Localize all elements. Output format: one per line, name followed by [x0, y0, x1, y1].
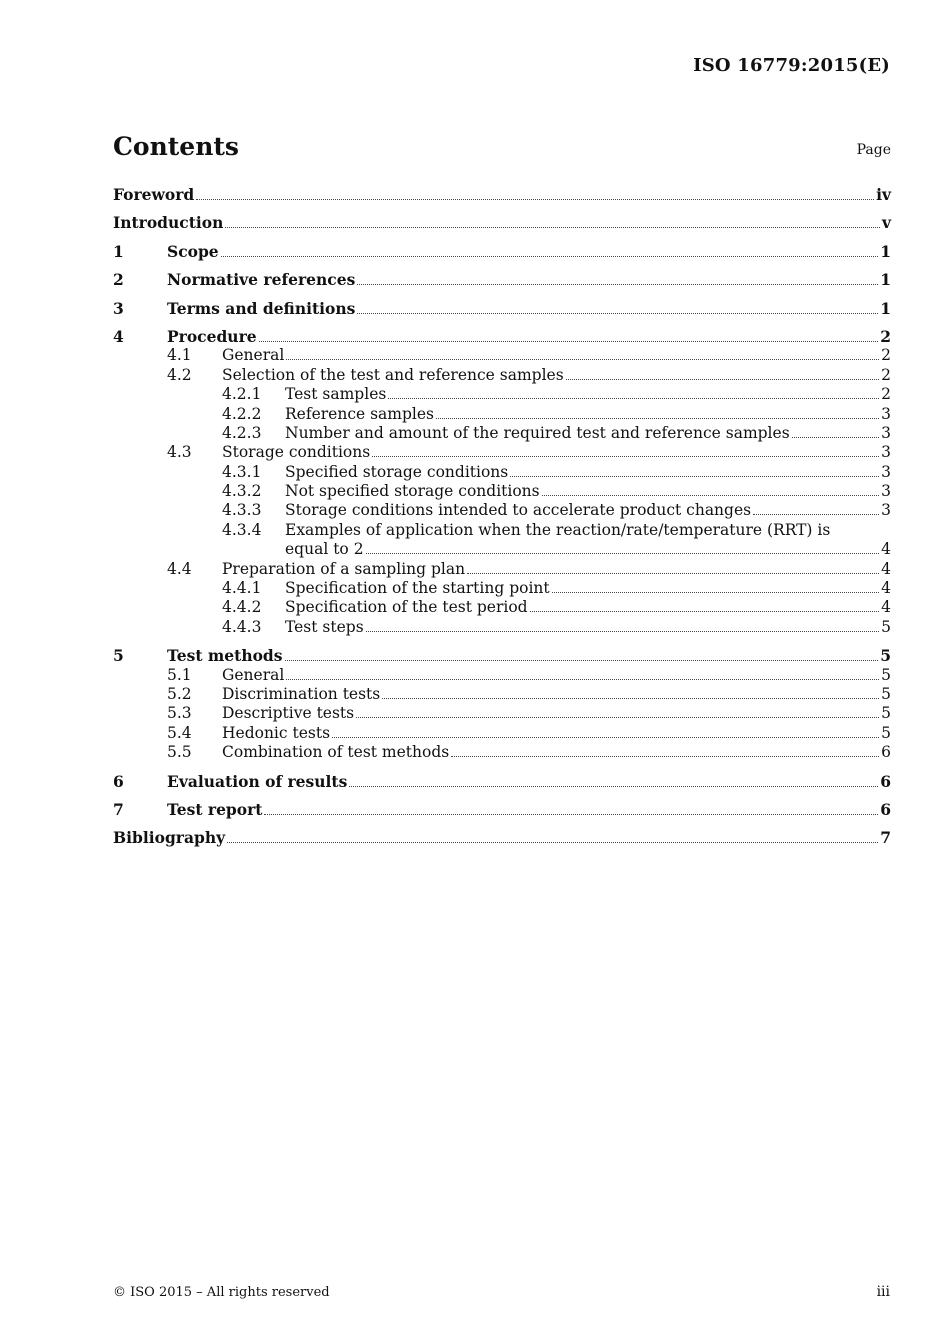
toc-entry-leader — [222, 724, 891, 743]
toc-entry-title: Storage conditions — [222, 443, 371, 462]
toc-entry[interactable] — [113, 405, 891, 424]
toc-entry-leader — [167, 299, 891, 318]
page-column-label: Page — [856, 142, 891, 158]
toc-entry-leader — [222, 704, 891, 723]
toc-entry[interactable] — [113, 521, 891, 540]
toc-entry-number: 5.3 — [167, 704, 192, 723]
toc-entry-page: 4 — [881, 598, 891, 617]
toc-entry[interactable] — [113, 270, 891, 289]
toc-entry-number: 4.3 — [167, 443, 192, 462]
toc-entry-title: Test steps — [285, 617, 364, 636]
dot-leader — [382, 685, 879, 699]
toc-entry-number: 4.4.2 — [222, 598, 262, 617]
dot-leader — [542, 482, 880, 496]
toc-entry-number: 4.4.3 — [222, 617, 262, 636]
toc-entry[interactable] — [113, 463, 891, 482]
toc-entry[interactable] — [113, 646, 891, 665]
toc-entry-number: 4.2 — [167, 365, 192, 384]
dot-leader — [357, 271, 878, 285]
toc-entry-page: 6 — [880, 771, 891, 791]
toc-entry-leader — [285, 521, 891, 540]
dot-leader — [510, 463, 879, 477]
dot-leader — [436, 405, 879, 419]
toc-entry[interactable] — [113, 618, 891, 637]
toc-entry-page: 3 — [881, 462, 891, 481]
toc-entry-title: Bibliography — [113, 828, 226, 848]
page-title: Contents — [113, 132, 240, 161]
toc-entry-leader — [285, 405, 891, 424]
toc-entry-page: v — [881, 213, 891, 233]
toc-entry-leader — [285, 482, 891, 501]
toc-entry-leader — [222, 685, 891, 704]
toc-entry-page: 2 — [881, 365, 891, 384]
toc-entry[interactable] — [113, 482, 891, 501]
table-of-contents — [113, 185, 891, 848]
dot-leader — [286, 666, 879, 680]
toc-entry-number: 4.3.4 — [222, 520, 262, 539]
toc-entry-title: Normative references — [167, 270, 356, 290]
toc-entry-page: 6 — [881, 743, 891, 762]
toc-entry[interactable] — [113, 724, 891, 743]
dot-leader — [356, 704, 879, 718]
toc-entry-leader — [285, 424, 891, 443]
toc-entry[interactable] — [113, 385, 891, 404]
toc-entry-title: Hedonic tests — [222, 723, 331, 742]
toc-entry-leader — [285, 385, 891, 404]
toc-entry[interactable] — [113, 424, 891, 443]
toc-entry-leader — [285, 463, 891, 482]
toc-entry-number: 7 — [113, 799, 124, 819]
toc-entry[interactable] — [113, 704, 891, 723]
toc-entry-leader — [167, 772, 891, 791]
toc-entry-page: 6 — [880, 799, 891, 819]
contents-heading-row — [113, 132, 891, 166]
toc-entry-title: General — [222, 665, 285, 684]
toc-entry-leader — [285, 598, 891, 617]
toc-entry-page: 3 — [881, 423, 891, 442]
toc-entry-title: Test report — [167, 799, 263, 819]
toc-entry-title: Procedure — [167, 326, 257, 346]
toc-entry[interactable] — [113, 299, 891, 318]
toc-entry-title: Test samples — [285, 385, 387, 404]
dot-leader — [221, 243, 879, 257]
dot-leader — [286, 346, 879, 360]
dot-leader — [259, 328, 879, 342]
toc-entry-page: 4 — [881, 540, 891, 559]
toc-entry-leader — [285, 579, 891, 598]
dot-leader — [467, 560, 879, 574]
dot-leader — [357, 300, 878, 314]
dot-leader — [196, 186, 874, 200]
toc-entry-number: 4.2.3 — [222, 423, 262, 442]
toc-entry-page: 4 — [881, 579, 891, 598]
toc-entry-leader — [222, 666, 891, 685]
toc-entry-title: Not specified storage conditions — [285, 482, 540, 501]
toc-entry[interactable] — [113, 213, 891, 232]
toc-entry-number: 4.1 — [167, 346, 192, 365]
toc-entry-title: Reference samples — [285, 404, 434, 423]
toc-entry-title: Preparation of a sampling plan — [222, 559, 466, 578]
toc-entry-page: 5 — [880, 646, 891, 666]
toc-entry-number: 4.3.1 — [222, 462, 262, 481]
toc-entry[interactable] — [113, 242, 891, 261]
toc-entry-title: Introduction — [113, 213, 224, 233]
toc-entry-number: 5.1 — [167, 665, 192, 684]
toc-entry[interactable] — [113, 666, 891, 685]
toc-entry-number: 5.5 — [167, 743, 192, 762]
toc-entry-number: 2 — [113, 270, 124, 290]
page-number: iii — [876, 1284, 890, 1300]
toc-entry-leader — [113, 213, 891, 232]
toc-entry-page: 5 — [881, 617, 891, 636]
toc-entry-title: Combination of test methods — [222, 743, 450, 762]
toc-entry-title: Terms and definitions — [167, 298, 356, 318]
dot-leader — [227, 829, 878, 843]
toc-entry[interactable] — [113, 772, 891, 791]
toc-entry-number: 4.4 — [167, 559, 192, 578]
toc-entry-page: 5 — [881, 684, 891, 703]
document-id: ISO 16779:2015(E) — [693, 55, 890, 76]
dot-leader — [372, 443, 879, 457]
toc-entry[interactable] — [113, 346, 891, 365]
toc-entry-number: 4.3.2 — [222, 482, 262, 501]
toc-entry-leader — [167, 270, 891, 289]
toc-entry-title: Descriptive tests — [222, 704, 355, 723]
toc-entry-title: Test methods — [167, 646, 283, 666]
toc-entry-page: 4 — [881, 559, 891, 578]
toc-entry-leader — [222, 366, 891, 385]
dot-leader — [753, 501, 879, 515]
toc-entry-leader — [113, 185, 891, 204]
dot-leader — [530, 598, 880, 612]
toc-entry-leader — [167, 327, 891, 346]
toc-entry-number: 4.3.3 — [222, 501, 262, 520]
toc-entry-continuation[interactable] — [113, 540, 891, 559]
copyright-notice: © ISO 2015 – All rights reserved — [113, 1285, 330, 1300]
toc-entry[interactable] — [113, 327, 891, 346]
toc-entry-page: 2 — [881, 385, 891, 404]
toc-entry[interactable] — [113, 443, 891, 462]
toc-entry-title: Discrimination tests — [222, 684, 381, 703]
toc-entry-page: 1 — [880, 298, 891, 318]
toc-entry-leader — [285, 540, 891, 559]
toc-entry-page: 3 — [881, 482, 891, 501]
toc-entry-number: 4 — [113, 326, 124, 346]
toc-entry-leader — [285, 501, 891, 520]
toc-entry-page: 3 — [881, 501, 891, 520]
toc-entry[interactable] — [113, 800, 891, 819]
toc-entry-number: 4.2.1 — [222, 385, 262, 404]
toc-entry-page: 1 — [880, 241, 891, 261]
toc-entry-title: Number and amount of the required test and reference samples — [285, 423, 790, 442]
toc-entry-leader — [222, 443, 891, 462]
toc-entry-leader — [167, 242, 891, 261]
toc-entry-title-continued: equal to 2 — [285, 540, 364, 559]
toc-entry-page: 2 — [880, 326, 891, 346]
toc-entry[interactable] — [113, 560, 891, 579]
dot-leader — [349, 773, 878, 787]
toc-entry-page: 3 — [881, 404, 891, 423]
toc-entry-leader — [167, 800, 891, 819]
toc-entry[interactable] — [113, 185, 891, 204]
toc-entry-title: Scope — [167, 241, 219, 261]
toc-entry-title: General — [222, 346, 285, 365]
dot-leader — [264, 801, 878, 815]
toc-entry-title: Specified storage conditions — [285, 462, 509, 481]
toc-entry-number: 4.4.1 — [222, 579, 262, 598]
dot-leader — [552, 579, 880, 593]
toc-entry[interactable] — [113, 501, 891, 520]
toc-entry-number: 6 — [113, 771, 124, 791]
dot-leader — [366, 618, 879, 632]
toc-entry-leader — [222, 346, 891, 365]
dot-leader — [388, 385, 879, 399]
toc-entry-page: iv — [876, 185, 891, 204]
toc-entry-title: Specification of the starting point — [285, 579, 550, 598]
toc-entry-number: 3 — [113, 298, 124, 318]
dot-leader — [566, 366, 879, 380]
toc-entry-page: 3 — [881, 443, 891, 462]
toc-entry[interactable] — [113, 685, 891, 704]
toc-entry-page: 7 — [880, 828, 891, 848]
toc-entry-number: 4.2.2 — [222, 404, 262, 423]
toc-entry-title: Specification of the test period — [285, 598, 528, 617]
toc-entry-leader — [285, 618, 891, 637]
toc-entry[interactable] — [113, 598, 891, 617]
toc-entry-number: 5.4 — [167, 723, 192, 742]
toc-entry-page: 5 — [881, 723, 891, 742]
toc-entry[interactable] — [113, 743, 891, 762]
toc-entry[interactable] — [113, 828, 891, 847]
toc-entry-page: 1 — [880, 270, 891, 290]
dot-leader — [225, 214, 880, 228]
toc-entry[interactable] — [113, 366, 891, 385]
toc-entry-title: Examples of application when the reaction/rate/temperature (RRT) is — [285, 520, 831, 539]
toc-entry-leader — [167, 646, 891, 665]
dot-leader — [285, 647, 879, 661]
dot-leader — [332, 724, 879, 738]
toc-entry-title: Storage conditions intended to accelerate product changes — [285, 501, 752, 520]
dot-leader — [451, 743, 879, 757]
toc-entry-page: 5 — [881, 665, 891, 684]
toc-entry-number: 5.2 — [167, 684, 192, 703]
toc-entry-title: Foreword — [113, 185, 195, 204]
toc-entry-leader — [113, 828, 891, 847]
dot-leader — [792, 424, 879, 438]
toc-entry-leader — [222, 560, 891, 579]
dot-leader — [366, 540, 880, 554]
toc-entry-title: Evaluation of results — [167, 771, 348, 791]
toc-entry-number: 1 — [113, 241, 124, 261]
toc-entry-number: 5 — [113, 646, 124, 666]
toc-entry-page: 5 — [881, 704, 891, 723]
toc-entry-title: Selection of the test and reference samples — [222, 365, 564, 384]
toc-entry[interactable] — [113, 579, 891, 598]
toc-entry-leader — [222, 743, 891, 762]
toc-entry-page: 2 — [881, 346, 891, 365]
